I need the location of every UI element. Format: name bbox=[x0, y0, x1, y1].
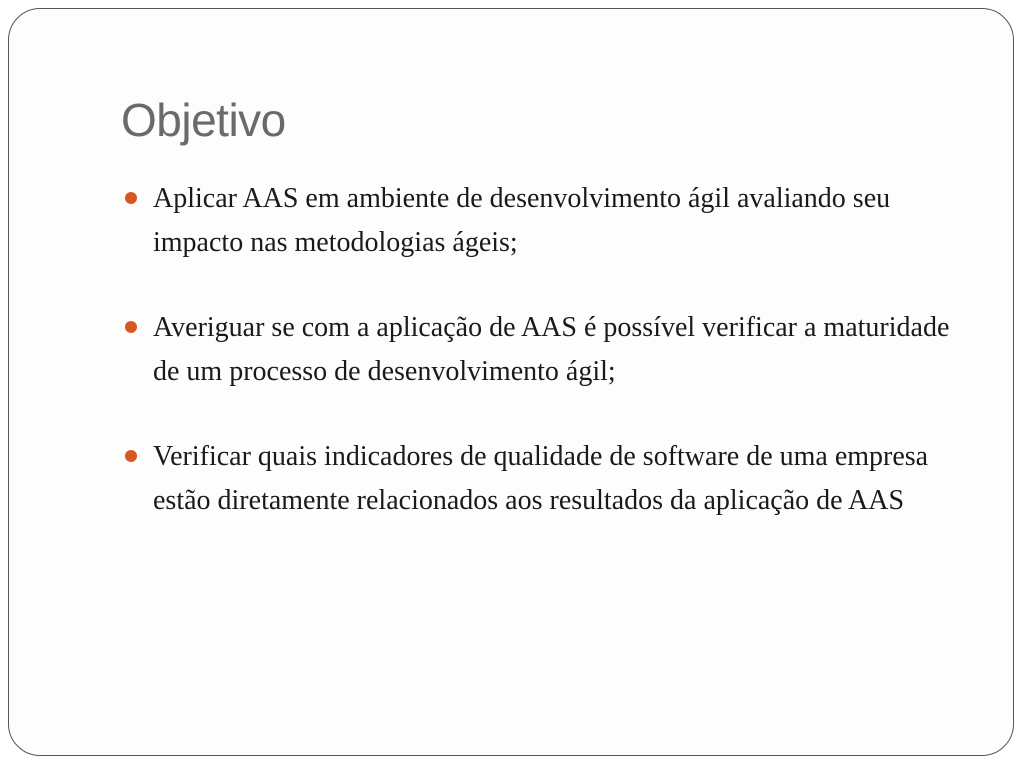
bullet-list bbox=[125, 177, 975, 564]
bullet-dot-icon bbox=[125, 321, 137, 333]
bullet-dot-icon bbox=[125, 450, 137, 462]
bullet-text-3: Verificar quais indicadores de qualidade de software de uma empresa estão diretamente relacionados aos resultados da aplicação de AAS bbox=[153, 441, 929, 516]
bullet-item-2 bbox=[125, 306, 975, 394]
bullet-item-1 bbox=[125, 177, 975, 265]
slide-title: Objetivo bbox=[121, 94, 286, 146]
slide-frame bbox=[8, 8, 1014, 756]
bullet-dot-icon bbox=[125, 192, 137, 204]
bullet-text-1: Aplicar AAS em ambiente de desenvolvimento ágil avaliando seu impacto nas metodologias ágeis; bbox=[153, 183, 891, 258]
bullet-text-2: Averiguar se com a aplicação de AAS é possível verificar a maturidade de um processo de desenvolvimento ágil; bbox=[153, 312, 950, 387]
bullet-item-3 bbox=[125, 435, 975, 523]
